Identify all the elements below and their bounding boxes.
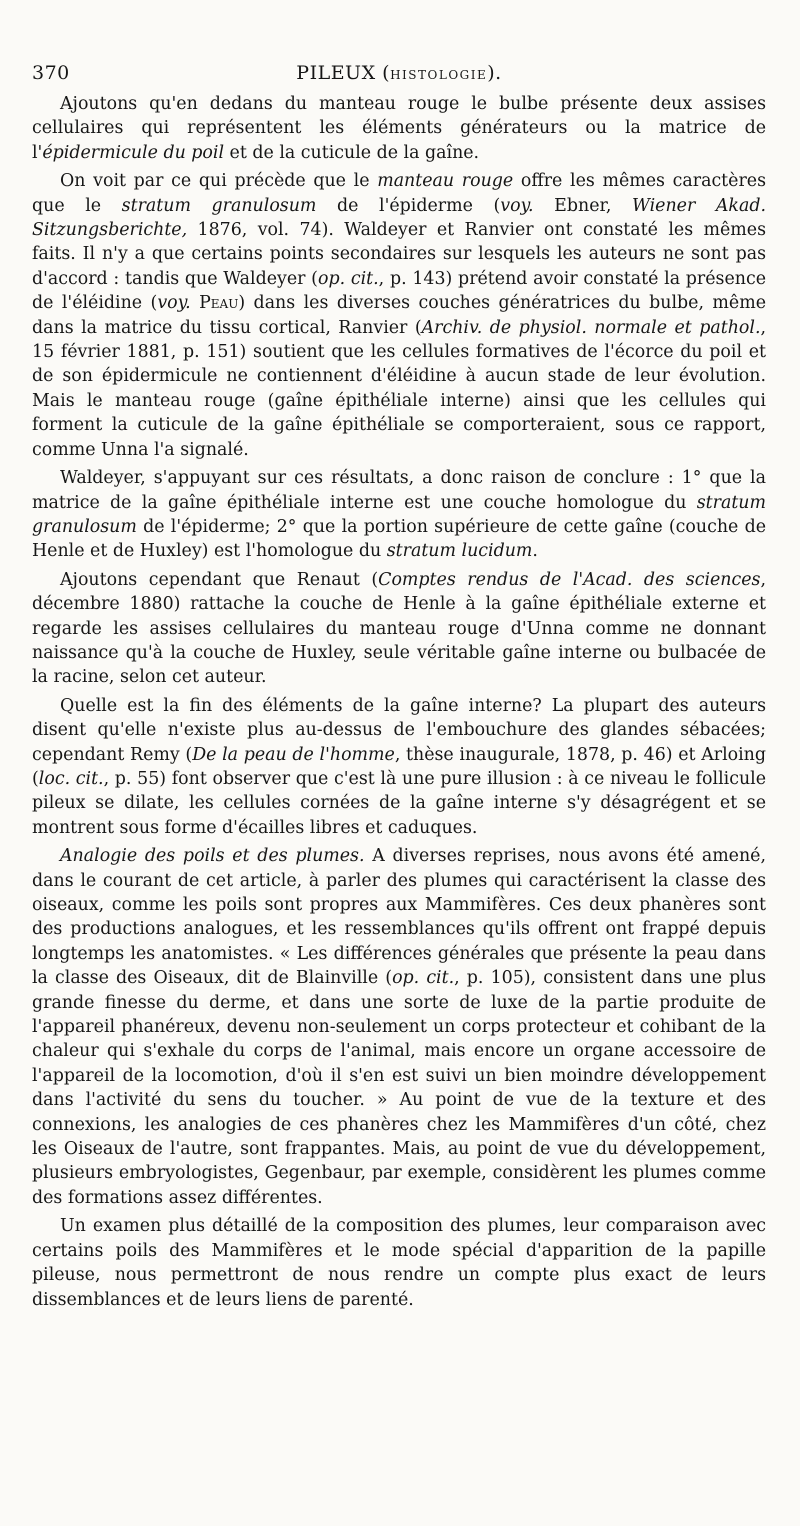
paragraph <box>32 844 766 1210</box>
italic-run: op. cit. <box>317 268 379 289</box>
text-run: , p. 105), consistent dans une plus grande finesse du derme, et dans une sorte de luxe de la partie produite de l'appareil phanéreux, devenu non-seulement un corps protecteur et cohibant de la chaleur qui s'exhale du corps de l'animal, mais encore un organe accessoire de l'appareil de la locomotion, d'où il s'en est suivi un bien moindre développement dans l'activité du sens du toucher. » Au point de vue de la texture et des connexions, les analogies de ces phanères chez les Mammifères d'un côté, chez les Oiseaux de l'autre, sont frappantes. Mais, au point de vue du développement, plusieurs embryologistes, Gegenbaur, par exemple, considèrent les plumes comme des formations assez différentes. <box>32 968 766 1208</box>
paragraph <box>32 92 766 165</box>
text-run: A diverses reprises, nous avons été amené, dans le courant de cet article, à parler des plumes qui caractérisent la classe des oiseaux, comme les poils sont propres aux Mammifères. Ces deux phanères sont des productions analogues, et les ressemblances qu'ils offrent ont frappé depuis longtemps les anatomistes. « Les différences générales que présente la peau dans la classe des Oiseaux, dit de Blainville ( <box>32 846 766 989</box>
running-title-sub: HISTOLOGIE <box>390 68 488 82</box>
text-run: Quelle est la fin des éléments de la gaîne interne? La plupart des auteurs disent qu'elle n'existe plus au-dessus de l'embouchure des glandes sébacées; cependant Remy ( <box>32 695 766 765</box>
small-caps-run: Peau <box>199 293 239 314</box>
text-run: Ajoutons cependant que Renaut ( <box>60 569 379 590</box>
text-run: ) dans les diverses couches génératrices du bulbe, même dans la matrice du tissu cortical, Ranvier ( <box>32 293 766 338</box>
body-text <box>32 92 766 1312</box>
paragraph <box>32 1214 766 1312</box>
running-head <box>32 62 766 92</box>
text-run: On voit par ce qui précède que le <box>60 171 378 192</box>
paragraph <box>32 694 766 840</box>
paragraph <box>32 169 766 462</box>
text-run: offre les mêmes caractères que le <box>32 171 766 216</box>
text-run: Ajoutons qu'en dedans du manteau rouge le bulbe présente deux assises cellulaires qui représentent les éléments générateurs ou la matrice de l' <box>32 94 766 163</box>
italic-run: voy. <box>157 293 191 314</box>
paragraph <box>32 466 766 564</box>
italic-run: Comptes rendus de l'Acad. des sciences <box>378 569 761 590</box>
text-run: et de la cuticule de la gaîne. <box>224 142 480 163</box>
running-title-main: PILEUX <box>296 62 376 84</box>
italic-run: stratum granulosum <box>121 195 317 216</box>
italic-run: Archiv. de physiol. normale et pathol. <box>421 317 761 338</box>
page-number: 370 <box>32 62 70 84</box>
text-run: Waldeyer, s'appuyant sur ces résultats, a donc raison de conclure : 1° que la matrice de la gaîne épithéliale interne est une couche homologue du <box>32 468 766 513</box>
text-run: de l'épiderme ( <box>316 195 501 216</box>
italic-run: manteau rouge <box>377 171 514 192</box>
text-run: , p. 143) prétend avoir constaté la présence de l'éléidine ( <box>32 268 766 314</box>
italic-run: épidermicule du poil <box>42 142 225 163</box>
text-run: Un examen plus détaillé de la composition des plumes, leur comparaison avec certains poils des Mammifères et le mode spécial d'apparition de la papille pileuse, nous permettront de nous rendre un compte plus exact de leurs dissemblances et de leurs liens de parenté. <box>32 1216 766 1310</box>
text-run: 1876, vol. 74). Waldeyer et Ranvier ont constaté les mêmes faits. Il n'y a que certains points secondaires sur lesquels les auteurs ne sont pas d'accord : tandis que Waldeyer ( <box>32 220 766 289</box>
text-run: , décembre 1880) rattache la couche de Henle à la gaîne épithéliale externe et regarde les assises cellulaires du manteau rouge d'Unna comme ne donnant naissance qu'à la couche de Huxley, seule véritable gaîne interne ou bulbacée de la racine, selon cet auteur. <box>32 569 766 688</box>
text-run <box>191 293 199 313</box>
running-title <box>32 62 766 84</box>
document-page <box>32 62 766 1312</box>
paragraph <box>32 568 766 690</box>
italic-run: Wiener Akad. Sitzungsberichte, <box>32 195 766 241</box>
italic-run: De la peau de l'homme <box>192 744 395 765</box>
italic-run: stratum granulosum <box>32 492 766 537</box>
italic-run: voy. <box>500 195 534 216</box>
italic-run: stratum lucidum <box>386 541 533 562</box>
text-run: . <box>532 541 538 562</box>
italic-run: loc. cit. <box>38 768 104 789</box>
text-run: , 15 février 1881, p. 151) soutient que les cellules formatives de l'écorce du poil et de son épidermicule ne contiennent d'éléidine à aucun stade de leur évolution. Mais le manteau rouge (gaîne épithéliale interne) ainsi que les cellules qui forment la cuticule de la gaîne épithéliale se comporteraient, sous ce rapport, comme Unna l'a signalé. <box>32 317 766 460</box>
running-title-open: ( <box>382 62 391 84</box>
running-title-close: ). <box>487 62 502 84</box>
italic-run: Analogie des poils et des plumes. <box>60 846 365 867</box>
text-run: Ebner, <box>533 195 633 216</box>
italic-run: op. cit. <box>392 968 455 989</box>
text-run: , thèse inaugurale, 1878, p. 46) et Arloing ( <box>32 744 766 789</box>
text-run: de l'épiderme; 2° que la portion supérieure de cette gaîne (couche de Henle et de Huxley) est l'homologue du <box>32 516 766 562</box>
text-run: , p. 55) font observer que c'est là une pure illusion : à ce niveau le follicule pileux se dilate, les cellules cornées de la gaîne interne s'y désagrégent et se montrent sous forme d'écailles libres et caduques. <box>32 768 766 838</box>
